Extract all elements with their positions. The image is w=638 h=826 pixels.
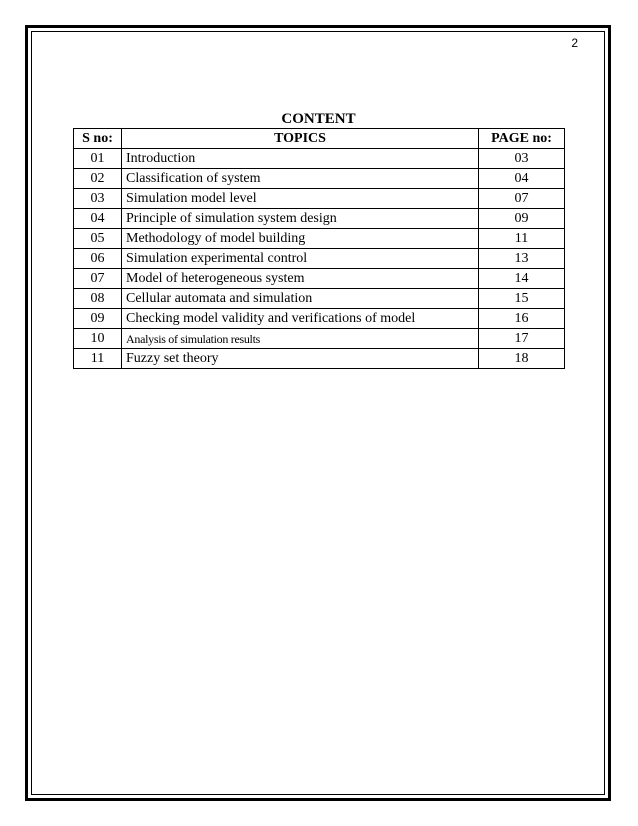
row-topic: Model of heterogeneous system (122, 269, 479, 289)
row-page: 16 (479, 309, 565, 329)
contents-table (73, 128, 565, 369)
table-row (74, 249, 565, 269)
row-page: 04 (479, 169, 565, 189)
table-row (74, 349, 565, 369)
row-page: 17 (479, 329, 565, 349)
row-page: 13 (479, 249, 565, 269)
row-page: 11 (479, 229, 565, 249)
row-topic: Methodology of model building (122, 229, 479, 249)
table-row (74, 149, 565, 169)
row-page: 18 (479, 349, 565, 369)
row-topic: Checking model validity and verifications of model (122, 309, 479, 329)
row-page: 03 (479, 149, 565, 169)
row-topic: Classification of system (122, 169, 479, 189)
header-sno: S no: (74, 129, 122, 149)
row-sno: 01 (74, 149, 122, 169)
table-row (74, 189, 565, 209)
table-row (74, 289, 565, 309)
row-sno: 11 (74, 349, 122, 369)
row-sno: 05 (74, 229, 122, 249)
row-page: 07 (479, 189, 565, 209)
row-topic: Cellular automata and simulation (122, 289, 479, 309)
table-row (74, 269, 565, 289)
row-sno: 06 (74, 249, 122, 269)
content-title: CONTENT (281, 111, 356, 127)
row-topic: Fuzzy set theory (122, 349, 479, 369)
header-page: PAGE no: (479, 129, 565, 149)
row-topic: Introduction (122, 149, 479, 169)
row-topic: Simulation model level (122, 189, 479, 209)
row-topic: Analysis of simulation results (122, 329, 479, 349)
row-page: 14 (479, 269, 565, 289)
page-number: 2 (571, 36, 578, 50)
row-sno: 02 (74, 169, 122, 189)
row-sno: 07 (74, 269, 122, 289)
table-row (74, 209, 565, 229)
table-row (74, 309, 565, 329)
row-sno: 08 (74, 289, 122, 309)
row-topic: Simulation experimental control (122, 249, 479, 269)
table-row (74, 329, 565, 349)
row-sno: 04 (74, 209, 122, 229)
row-sno: 03 (74, 189, 122, 209)
header-topics: TOPICS (122, 129, 479, 149)
table-header-row (74, 129, 565, 149)
table-row (74, 169, 565, 189)
row-page: 15 (479, 289, 565, 309)
row-topic: Principle of simulation system design (122, 209, 479, 229)
row-page: 09 (479, 209, 565, 229)
row-sno: 10 (74, 329, 122, 349)
table-row (74, 229, 565, 249)
row-sno: 09 (74, 309, 122, 329)
